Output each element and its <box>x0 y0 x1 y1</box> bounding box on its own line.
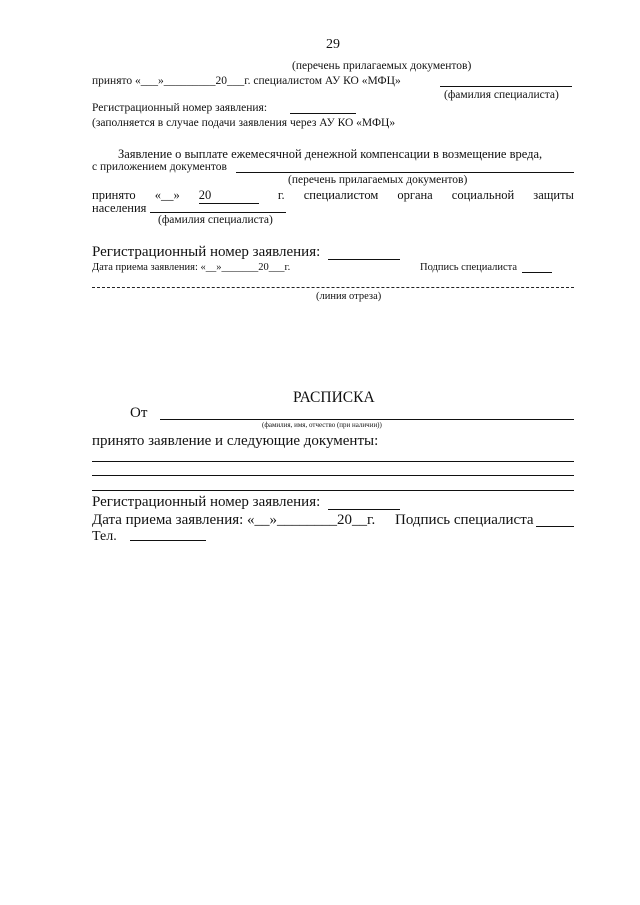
receipt-fio-line <box>160 419 574 420</box>
mfc-docs-caption: (перечень прилагаемых документов) <box>292 60 472 72</box>
attachments-label: с приложением документов <box>92 161 227 173</box>
receipt-docs-line <box>92 475 574 476</box>
attachments-line <box>236 172 574 173</box>
accepted-word: г. <box>277 188 285 202</box>
social-reg-number-label: Регистрационный номер заявления: <box>92 244 321 260</box>
receipt-from-label: От <box>130 405 148 421</box>
social-reg-number-line <box>328 259 400 260</box>
receipt-fio-caption: (фамилия, имя, отчество (при наличии)) <box>262 421 382 429</box>
social-signature-label: Подпись специалиста <box>420 262 518 273</box>
mfc-fill-note: (заполняется в случае подачи заявления через АУ КО «МФЦ» <box>92 117 396 129</box>
receipt-date: Дата приема заявления: «__»________20__г. <box>92 512 376 528</box>
application-title: Заявление о выплате ежемесячной денежной компенсации в возмещение вреда, <box>118 147 543 161</box>
accepted-word: социальной <box>451 188 515 202</box>
receipt-accepted-text: принято заявление и следующие документы: <box>92 433 379 449</box>
cut-line <box>92 287 574 288</box>
receipt-docs-line <box>92 461 574 462</box>
mfc-specialist-caption: (фамилия специалиста) <box>444 89 559 101</box>
receipt-signature-label: Подпись специалиста <box>395 512 534 528</box>
cut-line-caption: (линия отреза) <box>316 291 382 302</box>
receipt-reg-number-label: Регистрационный номер заявления: <box>92 494 321 510</box>
receipt-reg-number-line <box>328 509 400 510</box>
social-receipt-date: Дата приема заявления: «__»_______20___г. <box>92 262 291 273</box>
accepted-word: 20 <box>199 188 259 204</box>
receipt-phone-line <box>130 540 206 541</box>
accepted-word: «__» <box>154 188 180 202</box>
social-specialist-line <box>150 212 286 213</box>
social-specialist-caption: (фамилия специалиста) <box>158 214 273 226</box>
accepted-word: специалистом <box>303 188 379 202</box>
receipt-docs-line <box>92 490 574 491</box>
social-docs-caption: (перечень прилагаемых документов) <box>288 174 468 186</box>
social-accepted-line <box>92 188 574 204</box>
accepted-word: принято <box>92 188 136 202</box>
mfc-specialist-line <box>440 86 572 87</box>
page-number: 29 <box>326 37 340 52</box>
mfc-accepted-line: принято «___»_________20___г. специалистом АУ КО «МФЦ» <box>92 75 401 87</box>
receipt-title: РАСПИСКА <box>293 389 375 406</box>
accepted-word: органа <box>397 188 433 202</box>
accepted-word: защиты <box>533 188 574 202</box>
mfc-reg-number-line <box>290 113 356 114</box>
receipt-signature-line <box>536 526 574 527</box>
population-label: населения <box>92 201 147 215</box>
mfc-reg-number-label: Регистрационный номер заявления: <box>92 102 268 114</box>
social-signature-line <box>522 272 552 273</box>
receipt-phone-label: Тел. <box>92 529 117 544</box>
